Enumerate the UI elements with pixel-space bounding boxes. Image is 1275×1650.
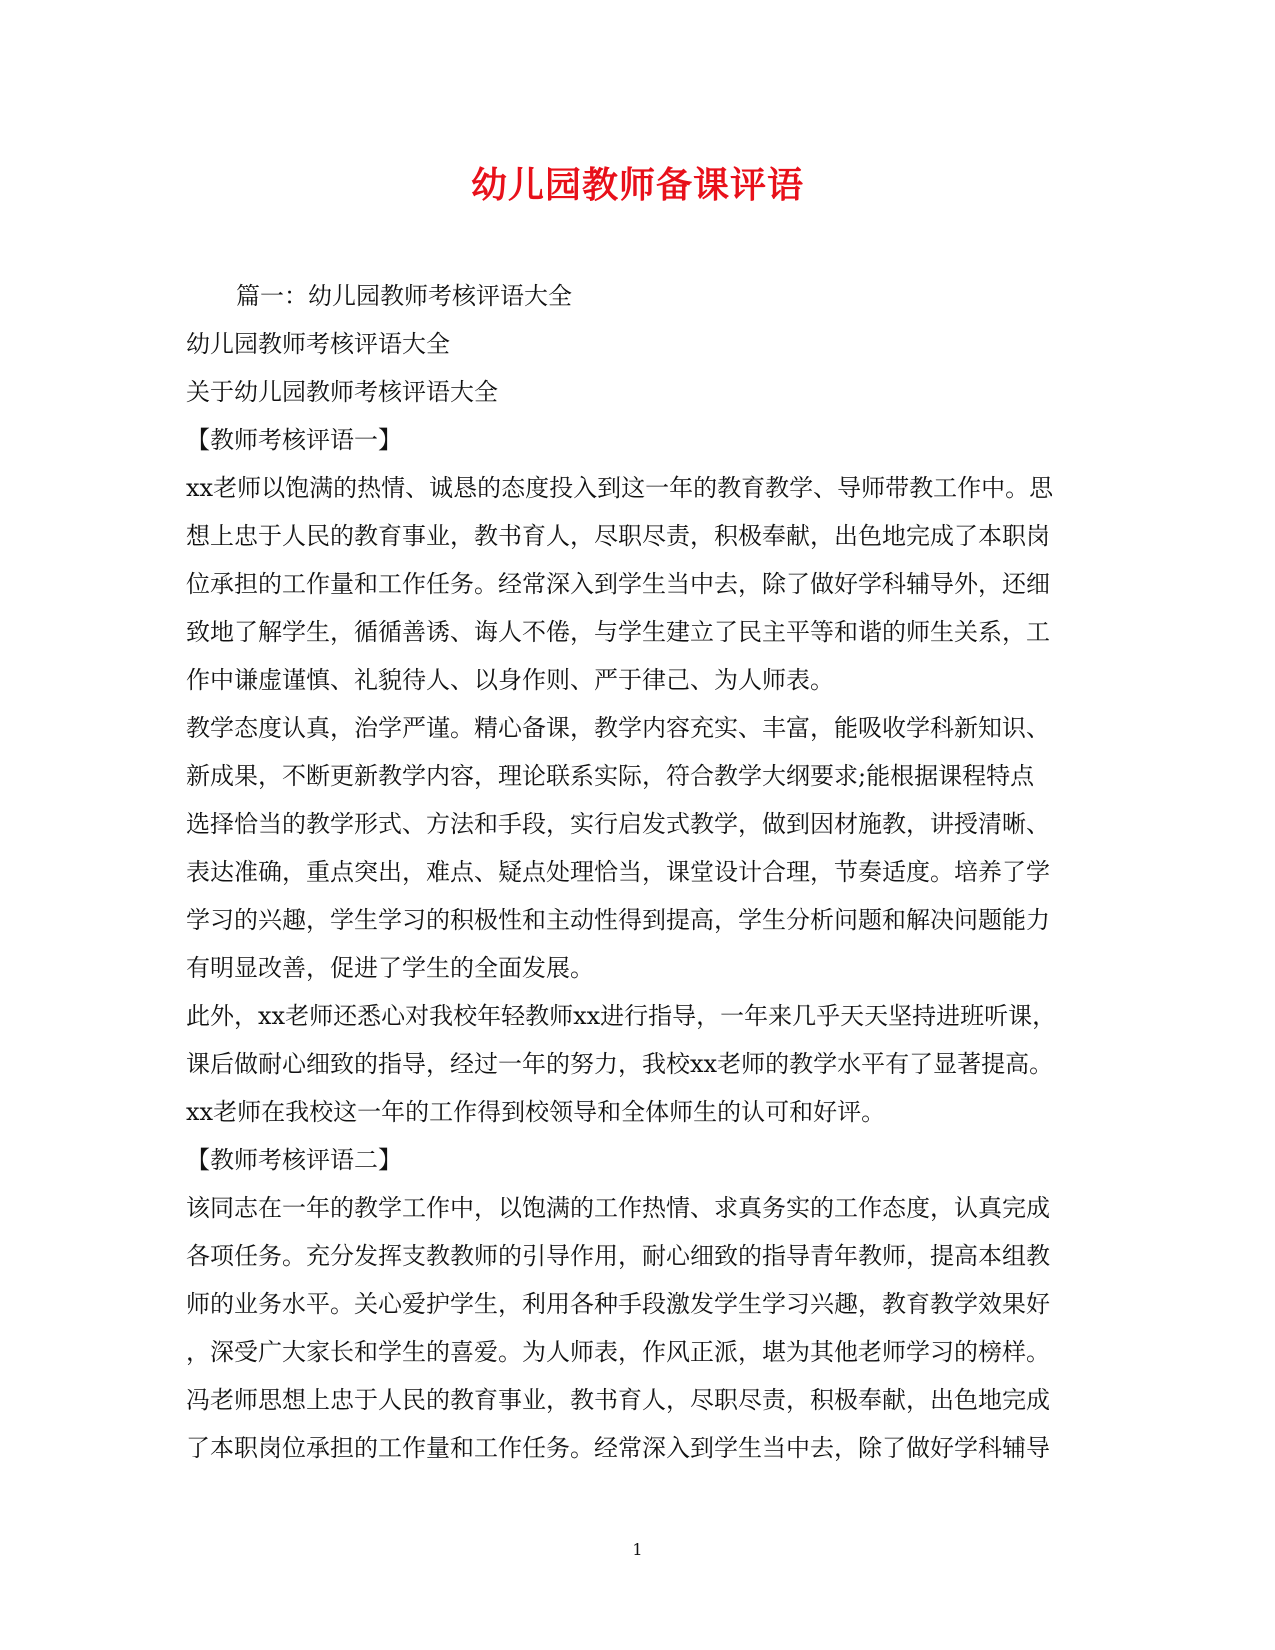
text-line: 选择恰当的教学形式、方法和手段，实行启发式教学，做到因材施教，讲授清晰、 — [186, 810, 1050, 838]
text-line: 新成果，不断更新教学内容，理论联系实际，符合教学大纲要求;能根据课程特点 — [186, 762, 1035, 790]
text-line: 幼儿园教师考核评语大全 — [186, 330, 450, 358]
text-line: 此外，xx老师还悉心对我校年轻教师xx进行指导，一年来几乎天天坚持进班听课， — [186, 1002, 1057, 1030]
document-title: 幼儿园教师备课评语 — [470, 164, 804, 206]
text-line: 表达准确，重点突出，难点、疑点处理恰当，课堂设计合理，节奏适度。培养了学 — [186, 858, 1050, 886]
text-line: xx老师以饱满的热情、诚恳的态度投入到这一年的教育教学、导师带教工作中。思 — [186, 474, 1054, 502]
text-line: 冯老师思想上忠于人民的教育事业，教书育人，尽职尽责，积极奉献，出色地完成 — [186, 1386, 1050, 1414]
section-heading: 篇一：幼儿园教师考核评语大全 — [236, 282, 572, 310]
text-line: 致地了解学生，循循善诱、诲人不倦，与学生建立了民主平等和谐的师生关系，工 — [186, 618, 1050, 646]
text-line: 课后做耐心细致的指导，经过一年的努力，我校xx老师的教学水平有了显著提高。 — [186, 1050, 1054, 1078]
text-line: 位承担的工作量和工作任务。经常深入到学生当中去，除了做好学科辅导外，还细 — [186, 570, 1050, 598]
text-line: 学习的兴趣，学生学习的积极性和主动性得到提高，学生分析问题和解决问题能力 — [186, 906, 1050, 934]
text-line: 了本职岗位承担的工作量和工作任务。经常深入到学生当中去，除了做好学科辅导 — [186, 1434, 1050, 1462]
text-line: 该同志在一年的教学工作中，以饱满的工作热情、求真务实的工作态度，认真完成 — [186, 1194, 1050, 1222]
subsection-heading: 【教师考核评语二】 — [186, 1146, 402, 1174]
text-line: 教学态度认真，治学严谨。精心备课，教学内容充实、丰富，能吸收学科新知识、 — [186, 714, 1050, 742]
text-line: 关于幼儿园教师考核评语大全 — [186, 378, 498, 406]
document-body — [186, 272, 1094, 1472]
text-line: 各项任务。充分发挥支教教师的引导作用，耐心细致的指导青年教师，提高本组教 — [186, 1242, 1050, 1270]
text-line: 有明显改善，促进了学生的全面发展。 — [186, 954, 594, 982]
text-line: ，深受广大家长和学生的喜爱。为人师表，作风正派，堪为其他老师学习的榜样。 — [186, 1338, 1050, 1366]
text-line: 想上忠于人民的教育事业，教书育人，尽职尽责，积极奉献，出色地完成了本职岗 — [186, 522, 1050, 550]
page-number: 1 — [632, 1540, 643, 1559]
text-line: 师的业务水平。关心爱护学生，利用各种手段激发学生学习兴趣，教育教学效果好 — [186, 1290, 1050, 1318]
text-line: 作中谦虚谨慎、礼貌待人、以身作则、严于律己、为人师表。 — [186, 666, 834, 694]
subsection-heading: 【教师考核评语一】 — [186, 426, 402, 454]
text-line: xx老师在我校这一年的工作得到校领导和全体师生的认可和好评。 — [186, 1098, 886, 1126]
